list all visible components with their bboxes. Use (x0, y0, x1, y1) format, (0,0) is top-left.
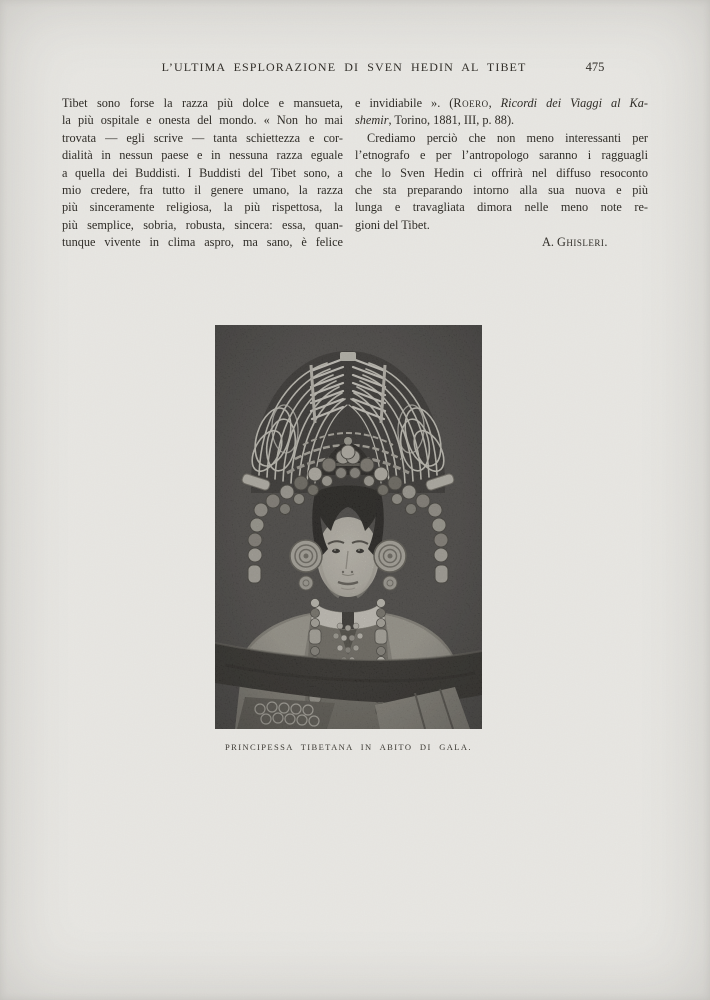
text-column-left (62, 95, 343, 252)
body-line: trovata — egli scrive — tanta schiettezza e cor- (62, 130, 343, 145)
body-line: a quella dei Buddisti. I Buddisti del Tibet sono, a (62, 165, 343, 180)
body-line: la più ospitale e onesta del mondo. « Non ho mai (62, 113, 343, 128)
body-line: Tibet sono forse la razza più dolce e mansueta, (62, 96, 343, 110)
body-line: mio credere, fra tutto il genere umano, la razza (62, 182, 343, 197)
photo-caption: PRINCIPESSA TIBETANA IN ABITO DI GALA. (225, 742, 472, 752)
body-line: tunque vivente in clima aspro, ma sano, è felice (62, 235, 343, 250)
body-line: più sinceramente religiosa, la più rispettosa, la (62, 200, 343, 215)
running-head-title: L’ULTIMA ESPLORAZIONE DI SVEN HEDIN AL TIBET (161, 60, 527, 74)
page-number: 475 (585, 60, 605, 74)
body-line: gioni del Tibet. (355, 217, 430, 232)
body-line: che lo Sven Hedin ci offrirà nel diffuso resoconto (355, 165, 648, 180)
body-line: dialità in nessun paese e in nessuna razza eguale (62, 148, 343, 163)
body-line: più semplice, sobria, robusta, sincera: essa, quan- (62, 217, 343, 232)
text-column-right (355, 95, 648, 252)
body-line: l’etnografo e per l’antropologo saranno i ragguagli (355, 148, 648, 163)
body-line: A. Ghisleri. (542, 235, 608, 250)
portrait-photo (215, 325, 482, 729)
body-line: shemir, Torino, 1881, III, p. 88). (355, 113, 515, 128)
portrait-photo-illustration (215, 325, 482, 729)
body-line: e invidiabile ». (Roero, Ricordi dei Viaggi al Ka- (355, 96, 648, 110)
body-line: lunga e travagliata dimora nelle meno note re- (355, 200, 648, 215)
body-line: che sta preparando intorno alla sua nuova e più (355, 182, 648, 197)
body-line: Crediamo perciò che non meno interessanti per (367, 130, 648, 145)
